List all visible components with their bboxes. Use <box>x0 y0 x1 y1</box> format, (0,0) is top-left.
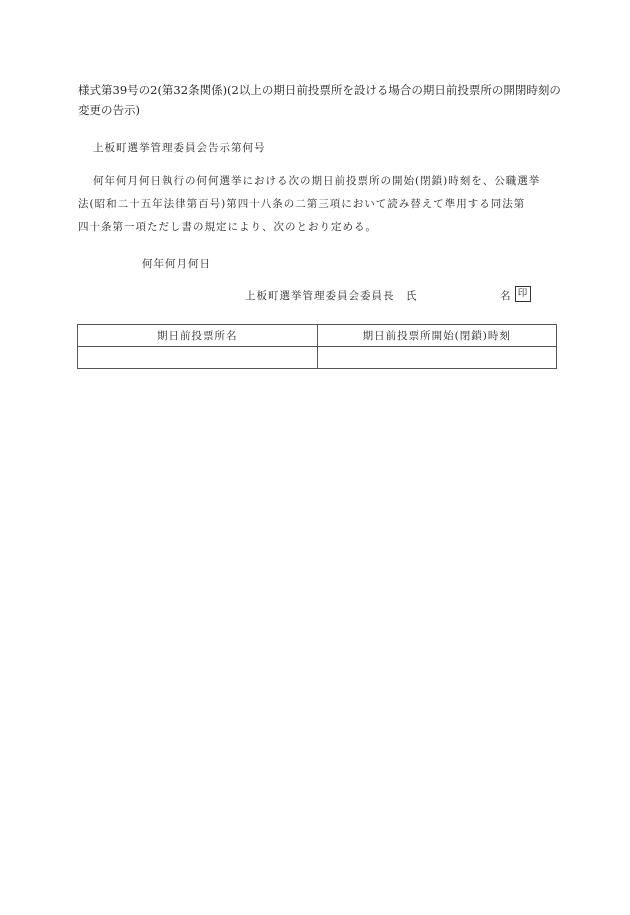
polling-station-table <box>77 324 557 369</box>
table-row <box>78 347 557 369</box>
table-header-row <box>78 325 557 347</box>
notice-date: 何年何月何日 <box>142 258 211 270</box>
signatory-name-suffix: 名 <box>500 290 512 302</box>
notice-number: 上板町選挙管理委員会告示第何号 <box>93 142 266 154</box>
seal-stamp: 印 <box>515 286 531 302</box>
body-line-3: 四十条第一項ただし書の規定により、次のとおり定める。 <box>78 221 377 233</box>
body-line-2: 法(昭和二十五年法律第百号)第四十八条の二第三項において読み替えて準用する同法第 <box>78 198 526 210</box>
signatory-title: 上板町選挙管理委員会委員長 氏 <box>245 290 418 302</box>
header-open-close-time: 期日前投票所開始(閉鎖)時刻 <box>317 325 557 347</box>
open-close-time-cell <box>317 347 557 369</box>
body-line-1: 何年何月何日執行の何何選挙における次の期日前投票所の開始(閉鎖)時刻を、公職選挙 <box>93 175 541 187</box>
form-heading: 様式第39号の2(第32条関係)(2以上の期日前投票所を設ける場合の期日前投票所の開閉時刻の変更の告示) <box>78 83 561 117</box>
station-name-cell <box>78 347 318 369</box>
header-station-name: 期日前投票所名 <box>78 325 318 347</box>
